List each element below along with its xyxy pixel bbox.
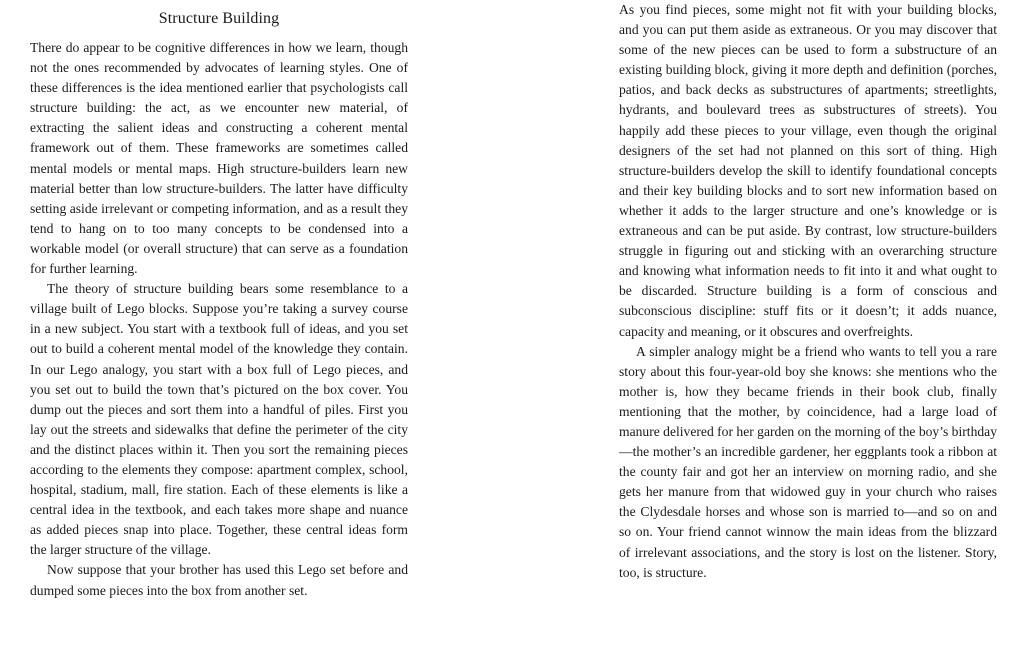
right-paragraph-2: A simpler analogy might be a friend who wants to tell you a rare story about this four-year-old boy she knows: she mentions who the mother is, how they became friends in their book club, finally mentioning that the mother, by coincidence, had a large load of manure delivered for her garden on the morning of the boy’s birthday—the mother’s an incredible gardener, her eggplants took a ribbon at the county fair and got her an interview on morning radio, and she gets her manure from that widowed guy in your church who raises the Clydesdale horses and whose son is married to—and so on and so on. Your friend cannot winnow the main ideas from the blizzard of irrelevant associations, and the story is lost on the listener. Story, too, is structure.	[619, 343, 997, 580]
left-paragraph-1: There do appear to be cognitive differences in how we learn, though not the ones recommended by advocates of learning styles. One of these differences is the idea mentioned earlier that psychologists call structure building: the act, as we encounter new material, of extracting the salient ideas and constructing a coherent mental framework out of them. These frameworks are sometimes called mental models or mental maps. High structure-builders learn new material better than low structure-builders. The latter have difficulty setting aside irrelevant or competing information, and as a result they tend to hang on to too many concepts to be condensed into a workable model (or overall structure) that can serve as a foundation for further learning.	[30, 40, 408, 277]
section-heading: Structure Building	[158, 10, 280, 27]
right-page	[619, 0, 997, 583]
left-paragraph-3: Now suppose that your brother has used this Lego set before and dumped some pieces into the box from another set.	[30, 562, 408, 598]
right-paragraph-1: As you find pieces, some might not fit with your building blocks, and you can put them aside as extraneous. Or you may discover that some of the new pieces can be used to form a substructure of an existing building block, giving it more depth and definition (porches, patios, and back decks as substructures of apartments; streetlights, hydrants, and boulevard trees as substructures of streets). You happily add these pieces to your village, even though the original designers of the set had not planned on this sort of thing. High structure-builders develop the skill to identify foundational concepts and their key building blocks and to sort new information based on whether it adds to the larger structure and one’s knowledge or is extraneous and can be put aside. By contrast, low structure-builders struggle in figuring out and sticking with an overarching structure and knowing what information needs to fit into it and what ought to be discarded. Structure building is a form of conscious and subconscious discipline: stuff fits or it doesn’t; it adds nuance, capacity and meaning, or it obscures and overfreights.	[619, 2, 997, 339]
left-page	[30, 8, 408, 601]
left-paragraph-2: The theory of structure building bears some resemblance to a village built of Lego blocks. Suppose you’re taking a survey course in a new subject. You start with a textbook full of ideas, and you set out to build a coherent mental model of the knowledge they contain. In our Lego analogy, you start with a box full of Lego pieces, and you set out to build the town that’s pictured on the box cover. You dump out the pieces and sort them into a handful of piles. First you lay out the streets and sidewalks that define the perimeter of the city and the distinct places within it. Then you sort the remaining pieces according to the elements they compose: apartment complex, school, hospital, stadium, mall, fire station. Each of these elements is like a central idea in the textbook, and each takes more shape and nuance as added pieces snap into place. Together, these central ideas form the larger structure of the village.	[30, 281, 408, 558]
